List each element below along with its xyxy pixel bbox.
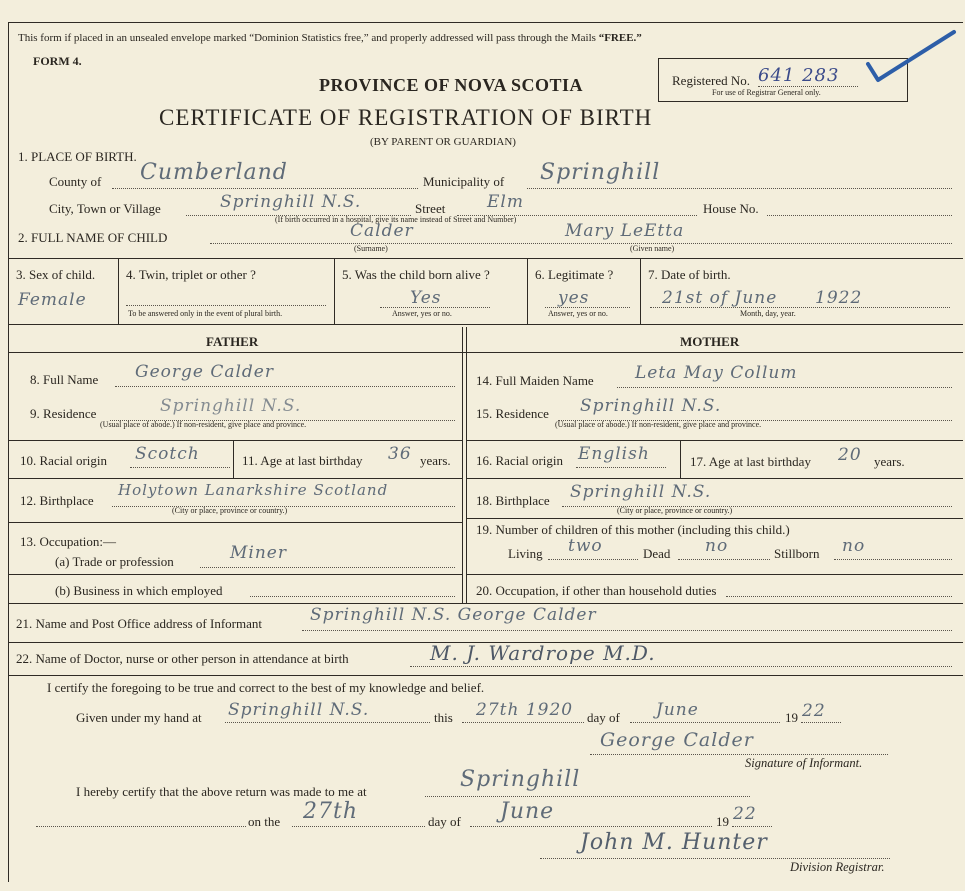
registrar-place-value: Springhill (460, 767, 581, 792)
page-title: CERTIFICATE OF REGISTRATION OF BIRTH (159, 105, 653, 130)
mother-maiden-line (617, 387, 952, 388)
mother-residence-value: Springhill N.S. (580, 396, 722, 416)
father-age-value: 36 (388, 444, 412, 464)
doctor-value: M. J. Wardrope M.D. (430, 641, 656, 665)
mother-living-value: two (568, 536, 603, 556)
legit-value: yes (558, 288, 590, 308)
doctor-line (410, 666, 952, 667)
parents-heading-line (8, 352, 963, 353)
mother-dead-label: Dead (643, 546, 671, 561)
mother-stillborn-line (834, 559, 952, 560)
this-value: 27th 1920 (476, 700, 574, 720)
date-label: 7. Date of birth. (648, 267, 731, 282)
father-trade-label: (a) Trade or profession (55, 554, 174, 569)
father-racial-label: 10. Racial origin (20, 453, 108, 468)
year-line (801, 722, 841, 723)
alive-line (380, 307, 490, 308)
mother-row-line-4 (466, 574, 963, 575)
mail-notice (18, 33, 642, 44)
mother-birthplace-label: 18. Birthplace (476, 493, 550, 508)
province-heading: PROVINCE OF NOVA SCOTIA (319, 75, 584, 95)
page-top-border (8, 22, 963, 23)
registrar-month-line (470, 826, 712, 827)
father-birthplace-value: Holytown Lanarkshire Scotland (118, 481, 389, 499)
father-name-line (115, 386, 455, 387)
mother-maiden-value: Leta May Collum (635, 363, 798, 383)
father-business-label: (b) Business in which employed (55, 583, 223, 598)
legit-line (545, 307, 630, 308)
registered-no-label: Registered No. (672, 73, 750, 88)
given-caption: (Given name) (630, 244, 675, 253)
informant-signature-line (590, 754, 888, 755)
this-label: this (434, 710, 453, 725)
parents-center-divider (462, 327, 463, 603)
twin-note: To be answered only in the event of plural birth. (128, 309, 283, 318)
father-residence-label: 9. Residence (30, 406, 97, 421)
row3-top-line (8, 258, 963, 259)
father-name-value: George Calder (135, 362, 274, 382)
on-the-label: on the (248, 814, 281, 829)
date-year-value: 1922 (815, 288, 863, 308)
sex-label: 3. Sex of child. (16, 267, 96, 282)
row3-div-1 (118, 258, 119, 324)
father-age-divider (233, 440, 234, 478)
mother-stillborn-value: no (842, 536, 866, 556)
registrar-signature-line (540, 858, 890, 859)
father-row-line-3 (8, 522, 463, 523)
father-row-line-2 (8, 478, 463, 479)
surname-caption: (Surname) (354, 244, 388, 253)
mother-residence-note: (Usual place of abode.) If non-resident, give place and province. (555, 420, 762, 429)
street-label: Street (415, 201, 446, 216)
informant-line (302, 630, 952, 631)
doctor-bottom-line (8, 675, 963, 676)
doctor-label: 22. Name of Doctor, nurse or other person in attendance at birth (16, 651, 349, 666)
registrar-note: For use of Registrar General only. (712, 88, 821, 97)
hospital-note: (If birth occurred in a hospital, give its name instead of Street and Number) (275, 215, 517, 224)
house-no-line (767, 215, 952, 216)
year-prefix: 19 (785, 710, 798, 725)
informant-signature: George Calder (600, 729, 754, 751)
informant-value: Springhill N.S. George Calder (310, 605, 597, 625)
mother-age-divider (680, 440, 681, 478)
city-label: City, Town or Village (49, 201, 161, 216)
page-subtitle: (BY PARENT OR GUARDIAN) (370, 136, 516, 148)
father-occupation-label: 13. Occupation:— (20, 534, 117, 549)
father-row-line-1 (8, 440, 463, 441)
on-the-value: 27th (303, 799, 359, 824)
sex-value: Female (18, 290, 87, 310)
this-line (462, 722, 584, 723)
street-value: Elm (487, 192, 524, 212)
alive-caption: Answer, yes or no. (392, 309, 452, 318)
father-business-line (250, 596, 455, 597)
informant-label: 21. Name and Post Office address of Informant (16, 616, 262, 631)
mother-children-label: 19. Number of children of this mother (including this child.) (476, 522, 790, 537)
registrar-year-value: 22 (733, 804, 757, 824)
month-value: June (656, 700, 699, 720)
mother-dead-line (678, 559, 770, 560)
municipality-label: Municipality of (423, 174, 505, 189)
mother-age-unit: years. (874, 454, 905, 469)
row3-bottom-line (8, 324, 963, 325)
father-heading: FATHER (206, 334, 259, 349)
row3-div-4 (640, 258, 641, 324)
municipality-line (527, 188, 952, 189)
child-given-value: Mary LeEtta (565, 221, 685, 241)
alive-label: 5. Was the child born alive ? (342, 267, 490, 282)
father-trade-value: Miner (230, 543, 287, 563)
father-name-label: 8. Full Name (30, 372, 99, 387)
house-no-label: House No. (703, 201, 759, 216)
county-label: County of (49, 174, 102, 189)
certify-statement: I certify the foregoing to be true and correct to the best of my knowledge and belief. (47, 680, 485, 695)
registrar-month-value: June (500, 799, 555, 824)
legit-label: 6. Legitimate ? (535, 267, 614, 282)
year-value: 22 (802, 701, 826, 721)
mother-age-label: 17. Age at last birthday (690, 454, 811, 469)
father-residence-note: (Usual place of abode.) If non-resident, give place and province. (100, 420, 307, 429)
signature-caption: Signature of Informant. (745, 756, 863, 770)
registrar-caption: Division Registrar. (790, 860, 885, 874)
parents-bottom-line (8, 603, 963, 604)
mail-notice-text: This form if placed in an unsealed envelope marked “Dominion Statistics free,” and properly addressed will pass through the Mails (18, 32, 596, 44)
date-line (650, 307, 950, 308)
registrar-signature: John M. Hunter (580, 830, 768, 855)
registrar-year-prefix: 19 (716, 814, 729, 829)
child-name-line (210, 243, 952, 244)
registrar-statement: I hereby certify that the above return was made to me at (76, 784, 367, 799)
child-surname-value: Calder (350, 221, 414, 241)
mother-birthplace-value: Springhill N.S. (570, 482, 712, 502)
given-place-line (225, 722, 430, 723)
registrar-place-line (425, 796, 750, 797)
mother-age-value: 20 (838, 445, 862, 465)
given-place-value: Springhill N.S. (228, 700, 370, 720)
day-of-label-2: day of (428, 814, 461, 829)
legit-caption: Answer, yes or no. (548, 309, 608, 318)
child-name-label: 2. FULL NAME OF CHILD (18, 230, 168, 245)
mother-living-line (548, 559, 638, 560)
father-trade-line (200, 567, 455, 568)
municipality-value: Springhill (540, 160, 661, 185)
father-racial-line (130, 467, 230, 468)
mother-maiden-label: 14. Full Maiden Name (476, 373, 594, 388)
registered-no-line (758, 86, 858, 87)
twin-line (126, 305, 326, 306)
place-of-birth-heading: 1. PLACE OF BIRTH. (18, 149, 137, 164)
city-value: Springhill N.S. (220, 192, 362, 212)
mail-notice-free: “FREE.” (598, 32, 642, 44)
mother-racial-label: 16. Racial origin (476, 453, 564, 468)
on-the-lead-line (36, 826, 246, 827)
mother-living-label: Living (508, 546, 543, 561)
father-age-label: 11. Age at last birthday (242, 453, 363, 468)
mother-row-line-2 (466, 478, 963, 479)
mother-occupation-label: 20. Occupation, if other than household duties (476, 583, 717, 598)
given-under-label: Given under my hand at (76, 710, 202, 725)
form-number: FORM 4. (33, 54, 82, 68)
row3-div-2 (334, 258, 335, 324)
mother-racial-line (576, 467, 666, 468)
parents-center-divider-2 (466, 327, 467, 603)
month-line (630, 722, 780, 723)
day-of-label: day of (587, 710, 620, 725)
mother-dead-value: no (705, 536, 729, 556)
twin-label: 4. Twin, triplet or other ? (126, 267, 256, 282)
date-day-value: 21st of June (662, 288, 778, 308)
registered-no-value: 641 283 (758, 65, 840, 86)
mother-racial-value: English (578, 444, 650, 464)
mother-occupation-line (726, 596, 952, 597)
blue-checkmark-icon (862, 26, 957, 86)
mother-row-line-1 (466, 440, 963, 441)
father-row-line-4 (8, 574, 463, 575)
mother-row-line-3 (466, 518, 963, 519)
county-line (112, 188, 418, 189)
county-value: Cumberland (140, 160, 288, 185)
row3-div-3 (527, 258, 528, 324)
father-birthplace-note: (City or place, province or country.) (172, 506, 288, 515)
father-residence-value: Springhill N.S. (160, 396, 302, 416)
mother-residence-label: 15. Residence (476, 406, 549, 421)
date-caption: Month, day, year. (740, 309, 796, 318)
mother-birthplace-note: (City or place, province or country.) (617, 506, 733, 515)
father-birthplace-label: 12. Birthplace (20, 493, 94, 508)
mother-stillborn-label: Stillborn (774, 546, 820, 561)
mother-heading: MOTHER (680, 334, 740, 349)
father-racial-value: Scotch (135, 444, 200, 464)
page-left-border (8, 22, 9, 882)
alive-value: Yes (410, 288, 442, 308)
registrar-year-line (732, 826, 772, 827)
on-the-line (292, 826, 425, 827)
father-age-unit: years. (420, 453, 451, 468)
